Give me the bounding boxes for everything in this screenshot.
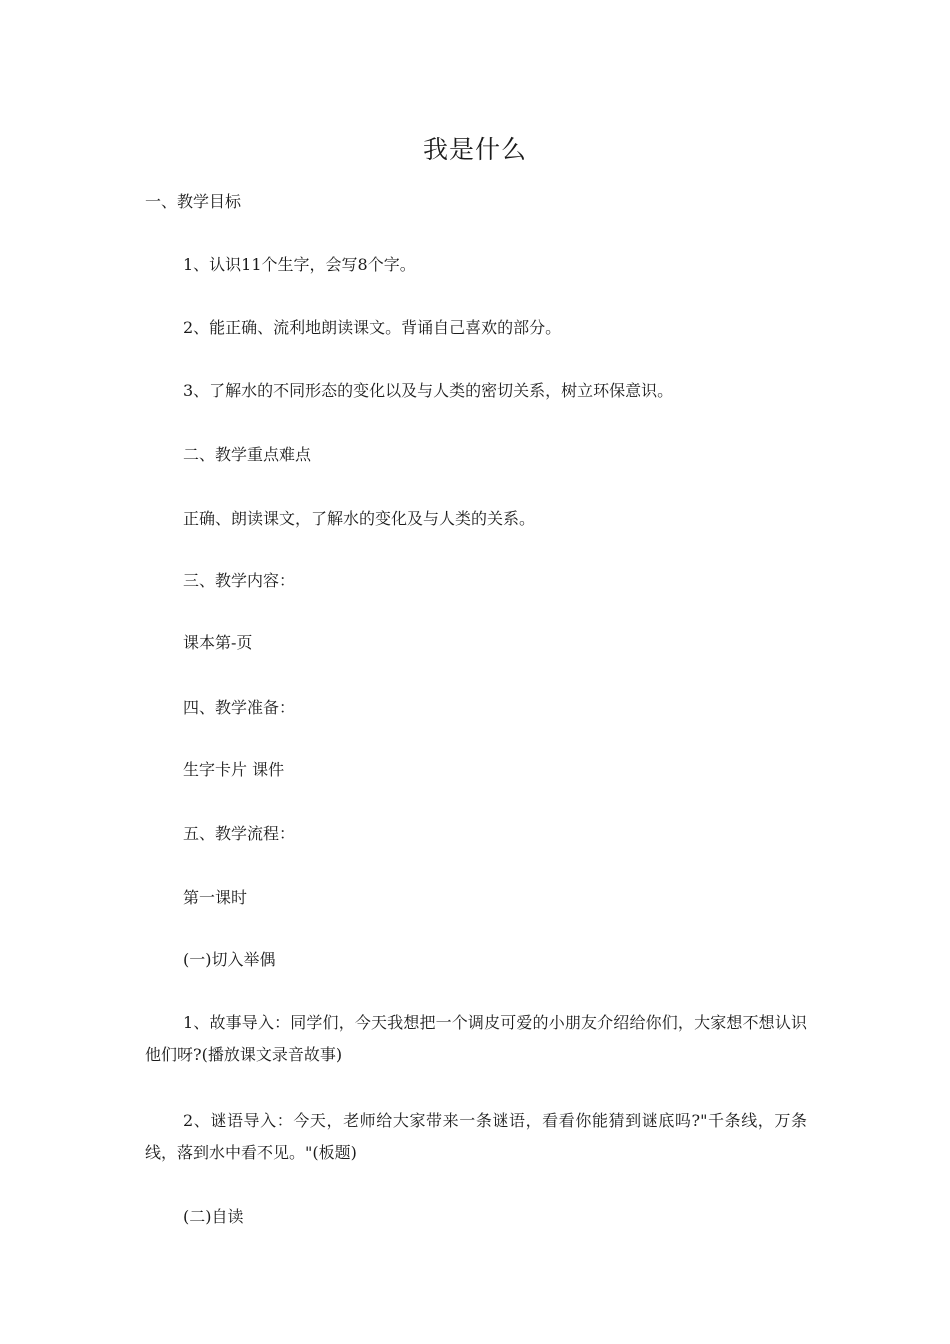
section-heading-content: 三、教学内容：: [183, 571, 296, 590]
paragraph-story-intro: 1、故事导入：同学们，今天我想把一个调皮可爱的小朋友介绍给你们，大家想不想认识他们呀?(播放课文录音故事): [145, 1013, 807, 1064]
section-heading-preparation: 四、教学准备：: [183, 698, 296, 717]
paragraph-objective-1: 1、认识11个生字，会写8个字。: [183, 255, 416, 274]
paragraph-key-points: 正确、朗读课文，了解水的变化及与人类的关系。: [183, 509, 536, 528]
section-heading-objectives: 一、教学目标: [145, 192, 242, 211]
paragraph-step-2: (二)自读: [183, 1207, 244, 1226]
paragraph-first-lesson: 第一课时: [183, 888, 248, 907]
paragraph-content: 课本第-页: [183, 633, 253, 652]
paragraph-preparation: 生字卡片 课件: [183, 760, 285, 779]
section-heading-key-points: 二、教学重点难点: [183, 445, 312, 464]
paragraph-riddle-intro: 2、谜语导入：今天，老师给大家带来一条谜语，看看你能猜到谜底吗?"千条线，万条线，落到水中看不见。"(板题): [145, 1111, 807, 1162]
paragraph-step-1: (一)切入举偶: [183, 950, 276, 969]
document-title: 我是什么: [422, 135, 527, 164]
paragraph-objective-2: 2、能正确、流利地朗读课文。背诵自己喜欢的部分。: [183, 318, 562, 337]
section-heading-procedure: 五、教学流程：: [183, 824, 296, 843]
paragraph-objective-3: 3、了解水的不同形态的变化以及与人类的密切关系，树立环保意识。: [183, 381, 674, 400]
